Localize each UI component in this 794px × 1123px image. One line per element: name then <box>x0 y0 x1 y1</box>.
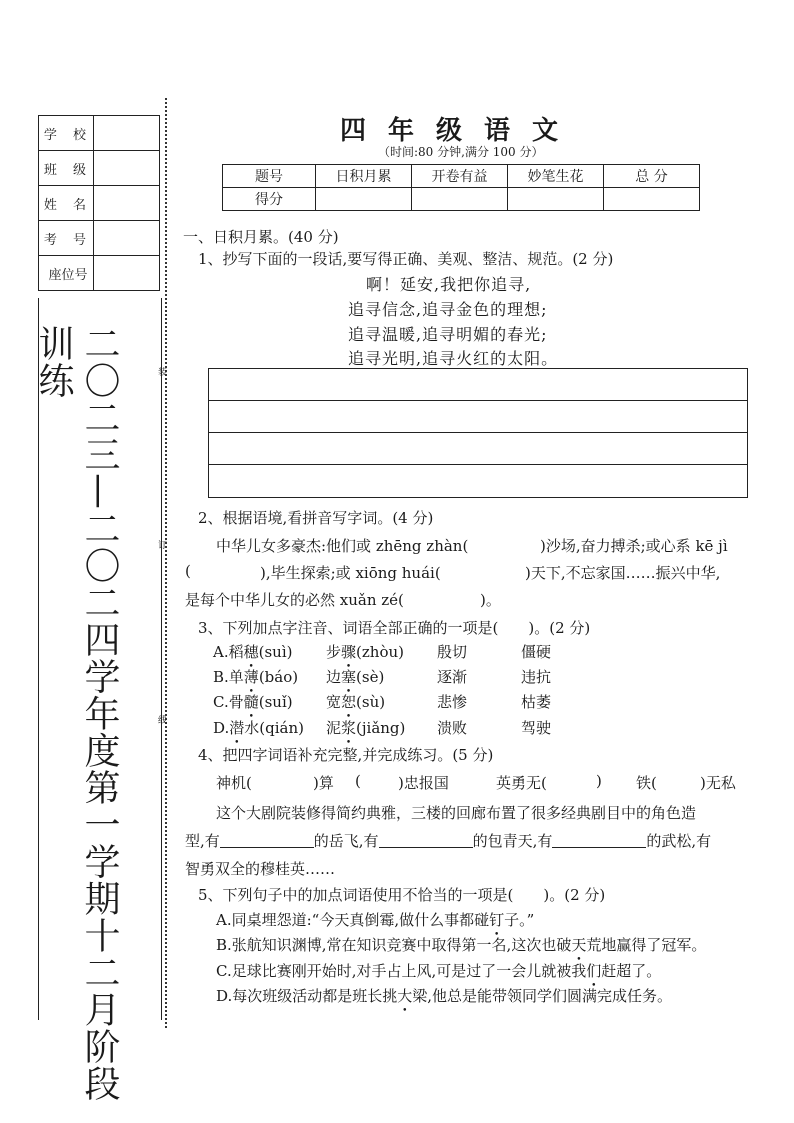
exam-number-field[interactable] <box>94 221 160 256</box>
option-text: 地赢得了冠军。 <box>601 936 707 954</box>
q3-option-d-word2 <box>326 717 405 738</box>
para-text: 的岳飞,有 <box>313 832 379 850</box>
score-table <box>222 164 700 211</box>
pinyin: (suǐ) <box>258 693 293 711</box>
page-title: 四年级语文 <box>340 116 581 146</box>
idiom-2-part1: ( <box>355 772 361 790</box>
q2-line3-part1: 是每个中华儿女的必然 xuǎn zé( <box>185 591 404 609</box>
option-text: 了。 <box>631 962 662 980</box>
idiom-1-part1: 神机( <box>216 774 252 792</box>
cut-line <box>165 98 167 1028</box>
poem-line: 追寻光明,追寻火红的太阳。 <box>348 349 559 368</box>
answer-blank[interactable] <box>220 833 314 848</box>
seat-number-field[interactable] <box>94 256 160 291</box>
score-row-label: 得分 <box>223 188 316 211</box>
idiom-3-part1: 英勇无( <box>496 774 547 792</box>
name-label: 姓 名 <box>39 186 94 221</box>
dotted-char: 髓 <box>243 693 259 711</box>
para-text: 的包青天,有 <box>472 832 553 850</box>
q3-option-c-word2 <box>326 691 385 712</box>
cut-mark-xian: 线 <box>158 716 168 726</box>
school-field[interactable] <box>94 116 160 151</box>
q3-option-c-word4: 枯萎 <box>521 693 552 711</box>
q4-prompt: 4、把四字词语补充完整,并完成练习。(5 分) <box>198 746 494 764</box>
idiom-3-part2: ) <box>596 772 602 790</box>
writing-rule <box>209 432 747 433</box>
poem-line: 追寻温暖,追寻明媚的春光; <box>348 325 548 344</box>
class-field[interactable] <box>94 151 160 186</box>
q3-option-a-word3: 殷切 <box>437 643 468 661</box>
option-text: D. <box>213 719 230 737</box>
writing-rule <box>209 464 747 465</box>
score-cell-part1[interactable] <box>316 188 412 211</box>
dotted-char: 浆 <box>341 719 357 737</box>
q3-option-c-word3: 悲惨 <box>437 693 468 711</box>
option-text: ,他总是能带领同学们圆满完成任务。 <box>427 987 673 1005</box>
section-heading: 一、日积月累。(40 分) <box>183 228 339 246</box>
para-text: 的武松,有 <box>646 832 712 850</box>
q3-option-b-word3: 逐渐 <box>437 668 468 686</box>
q2-line3-part2: )。 <box>480 591 501 609</box>
q2-prompt: 2、根据语境,看拼音写字词。(4 分) <box>198 509 434 527</box>
q2-line2-part2: ),毕生探索;或 xiōng huái( <box>260 564 441 582</box>
pinyin: (jiǎng) <box>356 719 406 737</box>
dotted-word: 碰钉子 <box>474 911 520 929</box>
option-text: 泥 <box>326 719 342 737</box>
q3-option-a-word4: 僵硬 <box>521 643 552 661</box>
cut-mark-ding: 订 <box>158 541 168 551</box>
dotted-char: 塞 <box>341 668 357 686</box>
q5-option-b <box>216 934 706 955</box>
dotted-char: 骤 <box>341 643 357 661</box>
dotted-char: 薄 <box>243 668 259 686</box>
pinyin: (zhòu) <box>356 643 404 661</box>
q3-option-b <box>213 666 298 687</box>
page-subtitle: （时间:80 分钟,满分 100 分） <box>378 145 544 159</box>
pinyin: (sù) <box>356 693 386 711</box>
q3-option-b-word2 <box>326 666 384 687</box>
option-text: B.单 <box>213 668 244 686</box>
q3-option-d <box>213 717 304 738</box>
q1-prompt: 1、抄写下面的一段话,要写得正确、美观、整洁、规范。(2 分) <box>198 250 614 268</box>
name-field[interactable] <box>94 186 160 221</box>
dotted-word: 被我们赶超 • <box>556 960 631 981</box>
option-text: D.每次班级活动都是班长 <box>216 987 383 1005</box>
writing-rule <box>209 400 747 401</box>
class-label: 班 级 <box>39 151 94 186</box>
q3-option-a <box>213 641 293 662</box>
q5-option-a <box>216 909 534 930</box>
q3-option-d-word3: 溃败 <box>437 719 468 737</box>
term-title-vertical: 二〇二三—二〇二四学年度第一学期十二月阶段训练 <box>33 325 120 1102</box>
q5-option-c <box>216 960 661 981</box>
school-label: 学 校 <box>39 116 94 151</box>
q4-paragraph-line3: 智勇双全的穆桂英…… <box>185 860 336 878</box>
q3-option-d-word4: 驾驶 <box>521 719 552 737</box>
score-cell-part3[interactable] <box>508 188 604 211</box>
pinyin: (suì) <box>258 643 293 661</box>
option-text: B.张航知识渊博,常在知识竞赛中取得第一名,这次也 <box>216 936 557 954</box>
q2-line2-part1: ( <box>185 562 191 580</box>
q2-line1-part2: )沙场,奋力搏杀;或心系 kē jì <box>540 537 728 555</box>
q2-line2-part3: )天下,不忘家国……振兴中华, <box>525 564 721 582</box>
score-header-part1: 日积月累 <box>316 165 412 188</box>
score-header-number: 题号 <box>223 165 316 188</box>
option-text: 步 <box>326 643 342 661</box>
answer-blank[interactable] <box>379 833 473 848</box>
q5-option-d <box>216 985 672 1006</box>
poem-line: 啊！延安,我把你追寻, <box>366 275 532 294</box>
q3-prompt: 3、下列加点字注音、词语全部正确的一项是( )。(2 分) <box>198 619 591 637</box>
score-cell-part2[interactable] <box>412 188 508 211</box>
dotted-word: 挑大梁 <box>382 987 428 1005</box>
para-text: 型,有 <box>185 832 220 850</box>
option-text: C.足球比赛刚开始时,对手占上风,可是过了一会儿就 <box>216 962 557 980</box>
idiom-4-part2: )无私 <box>700 774 736 792</box>
q4-paragraph-line1: 这个大剧院装修得简约典雅，三楼的回廊布置了很多经典剧目中的角色造 <box>216 804 697 822</box>
q5-prompt: 5、下列句子中的加点词语使用不恰当的一项是( )。(2 分) <box>198 886 606 904</box>
student-info-table <box>38 115 160 291</box>
q3-option-a-word2 <box>326 641 404 662</box>
cut-mark-zhuang: 装 <box>158 368 168 378</box>
option-text: 边 <box>326 668 342 686</box>
option-text: 宽 <box>326 693 342 711</box>
option-text: 。” <box>519 911 535 929</box>
dotted-word: 破天荒 <box>556 936 602 954</box>
score-header-total: 总 分 <box>604 165 700 188</box>
exam-number-label: 考 号 <box>39 221 94 256</box>
option-text: C.骨 <box>213 693 244 711</box>
dotted-char: 恕 <box>341 693 357 711</box>
poem-line: 追寻信念,追寻金色的理想; <box>348 300 548 319</box>
score-header-part2: 开卷有益 <box>412 165 508 188</box>
q3-option-c <box>213 691 293 712</box>
answer-blank[interactable] <box>552 833 646 848</box>
copy-writing-area[interactable] <box>208 368 748 498</box>
q4-paragraph-line2 <box>185 830 711 851</box>
dotted-char: 穗 <box>243 643 259 661</box>
pinyin: 水(qián) <box>244 719 304 737</box>
idiom-1-part2: )算 <box>313 774 334 792</box>
score-cell-total[interactable] <box>604 188 700 211</box>
q3-option-b-word4: 违抗 <box>521 668 552 686</box>
option-text: A.同桌埋怨道:“今天真倒霉,做什么事都 <box>216 911 475 929</box>
q2-line1-part1: 中华儿女多豪杰:他们或 zhēng zhàn( <box>216 537 469 555</box>
idiom-4-part1: 铁( <box>636 774 657 792</box>
idiom-2-part2: )忠报国 <box>398 774 449 792</box>
dotted-char: 潜 <box>229 719 245 737</box>
score-header-part3: 妙笔生花 <box>508 165 604 188</box>
seat-number-label: 座位号 <box>39 256 94 291</box>
option-text: A.稻 <box>213 643 244 661</box>
pinyin: (sè) <box>356 668 385 686</box>
pinyin: (báo) <box>258 668 299 686</box>
